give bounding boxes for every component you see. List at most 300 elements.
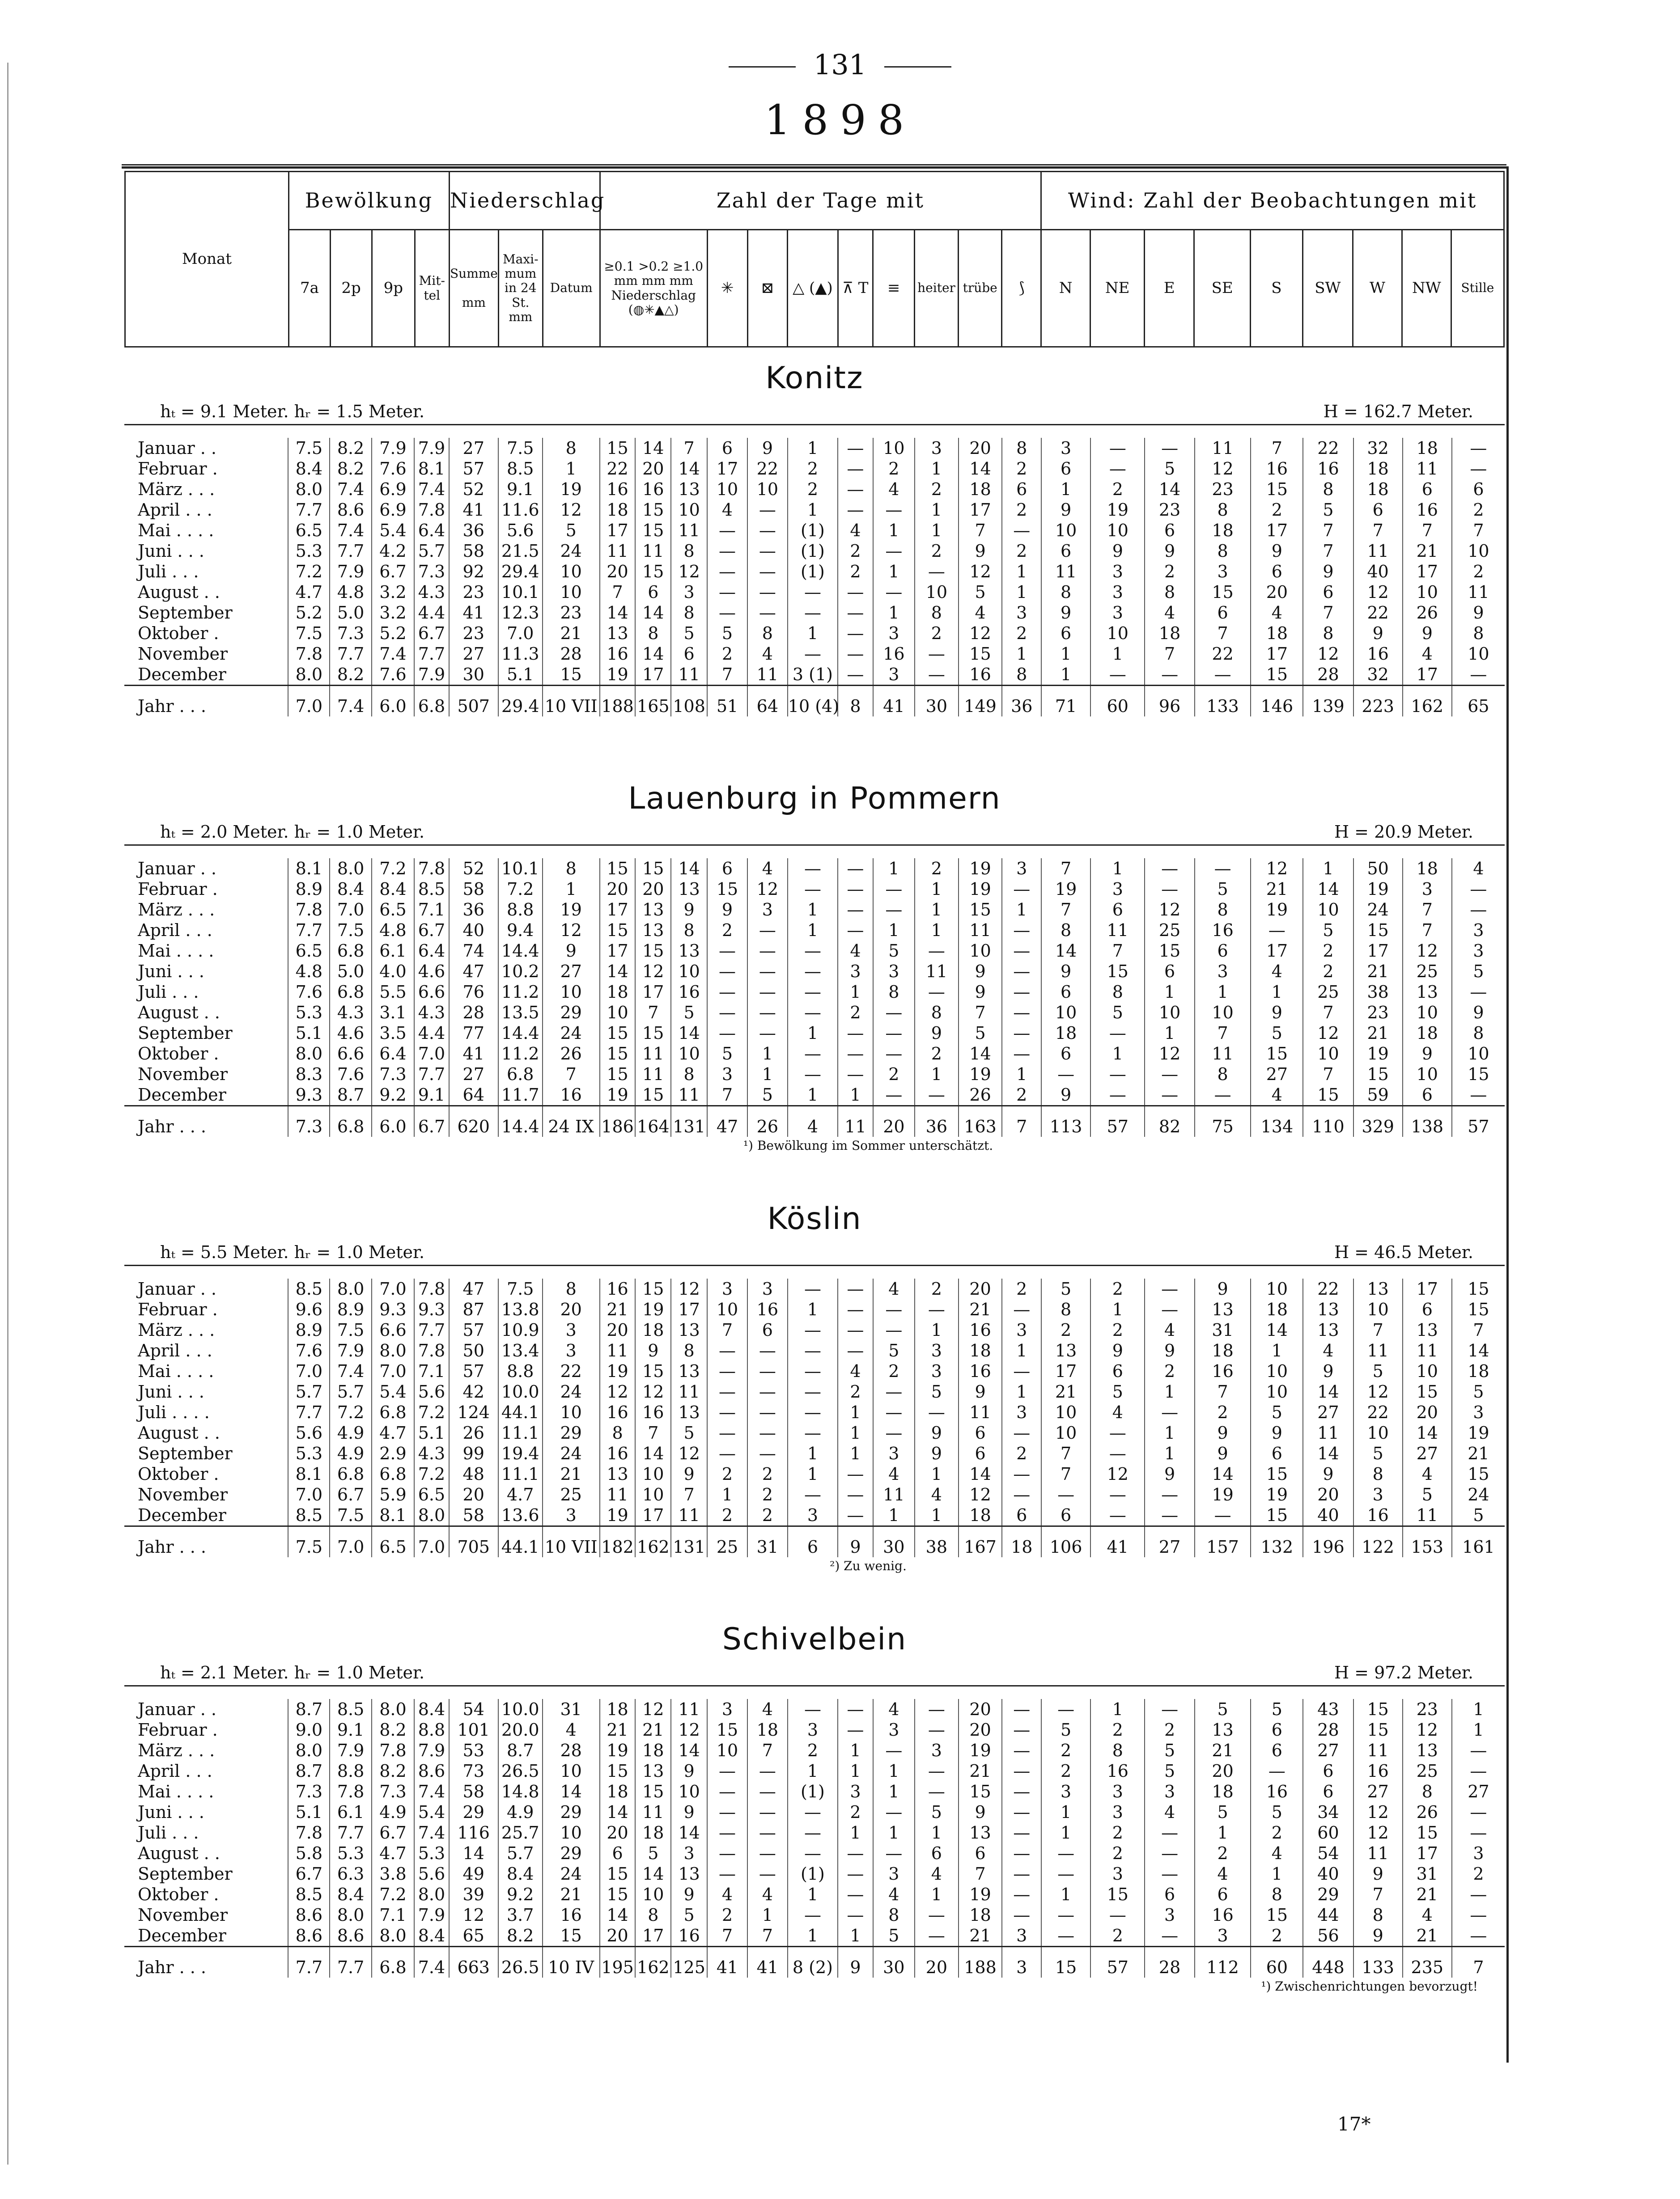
data-cell: 13: [1403, 1740, 1452, 1761]
data-cell: —: [873, 582, 915, 602]
data-cell: 17: [600, 520, 636, 541]
data-cell: 57: [1090, 1947, 1145, 1978]
data-cell: 15: [1403, 1822, 1452, 1843]
data-cell: 5.2: [372, 623, 414, 644]
data-cell: 1: [788, 899, 838, 920]
data-cell: 25.7: [498, 1822, 543, 1843]
data-cell: —: [707, 1761, 747, 1781]
data-cell: 106: [1041, 1526, 1090, 1558]
data-cell: 1: [1002, 582, 1041, 602]
data-cell: —: [838, 899, 873, 920]
data-cell: —: [1090, 664, 1145, 686]
data-cell: —: [1452, 1905, 1505, 1925]
data-cell: 10: [1452, 644, 1505, 664]
data-cell: 14: [449, 1843, 498, 1864]
data-cell: 7.1: [414, 899, 449, 920]
data-cell: 8: [1195, 1064, 1251, 1085]
data-cell: 4.9: [498, 1802, 543, 1822]
data-cell: 8: [1403, 1781, 1452, 1802]
data-cell: 16: [1195, 1905, 1251, 1925]
data-cell: —: [838, 500, 873, 520]
data-cell: 2: [915, 858, 959, 879]
data-cell: 28: [543, 644, 600, 664]
data-cell: 12: [1195, 458, 1251, 479]
thunder-icon: ⊼ T: [838, 230, 873, 347]
data-cell: 6: [959, 1843, 1002, 1864]
data-cell: 13.5: [498, 1002, 543, 1023]
data-cell: 29: [543, 1843, 600, 1864]
data-cell: 7.6: [330, 1064, 371, 1085]
data-cell: 8.8: [414, 1720, 449, 1740]
data-cell: 7.0: [498, 623, 543, 644]
data-cell: 2: [707, 1464, 747, 1484]
data-cell: 15: [600, 1884, 636, 1905]
data-cell: 18: [1353, 479, 1403, 500]
data-cell: 8: [671, 920, 707, 941]
station-data-table: [124, 438, 1505, 716]
data-cell: 4: [1145, 1802, 1194, 1822]
data-cell: 1: [1303, 858, 1353, 879]
data-cell: —: [1041, 1925, 1090, 1947]
data-cell: 28: [1303, 664, 1353, 686]
data-cell: 4.7: [372, 1423, 414, 1443]
footer-mark: 17*: [1337, 2113, 1371, 2135]
data-cell: 161: [1452, 1526, 1505, 1558]
data-cell: 9.3: [414, 1299, 449, 1320]
month-row: [124, 561, 1505, 582]
data-cell: —: [1145, 1699, 1194, 1720]
data-cell: 3: [1452, 941, 1505, 961]
data-cell: 10: [1353, 1423, 1403, 1443]
data-cell: —: [838, 1023, 873, 1043]
data-cell: 17: [707, 458, 747, 479]
data-cell: 8.4: [288, 458, 330, 479]
data-cell: 15: [635, 561, 671, 582]
data-cell: 8: [1041, 1299, 1090, 1320]
data-cell: 57: [449, 1320, 498, 1340]
month-row: [124, 1864, 1505, 1884]
data-cell: —: [788, 1484, 838, 1505]
month-label: April . . .: [138, 500, 212, 520]
data-cell: 6.8: [330, 1464, 371, 1484]
data-cell: —: [1251, 920, 1303, 941]
data-cell: 11.6: [498, 500, 543, 520]
data-cell: 2: [873, 1361, 915, 1381]
data-cell: 26: [1403, 602, 1452, 623]
data-cell: 8.0: [372, 1699, 414, 1720]
month-label: Januar . .: [138, 438, 216, 458]
data-cell: 11: [600, 1340, 636, 1361]
station-block: [124, 1199, 1505, 1575]
data-cell: 17: [1251, 520, 1303, 541]
data-cell: 12: [600, 1381, 636, 1402]
data-cell: 7: [1251, 438, 1303, 458]
data-cell: 5: [1251, 1802, 1303, 1822]
data-cell: 10: [1041, 520, 1090, 541]
data-cell: 2: [1145, 1720, 1194, 1740]
data-cell: 8: [543, 1279, 600, 1299]
data-cell: —: [1452, 1761, 1505, 1781]
data-cell: —: [1452, 458, 1505, 479]
data-cell: 6.3: [330, 1864, 371, 1884]
data-cell: 5.5: [372, 982, 414, 1002]
data-cell: 60: [1090, 686, 1145, 717]
data-cell: 4: [543, 1720, 600, 1740]
data-cell: 6: [1403, 479, 1452, 500]
data-cell: 1: [873, 920, 915, 941]
data-cell: 3: [1403, 879, 1452, 899]
data-cell: 16: [959, 664, 1002, 686]
data-cell: —: [1002, 1299, 1041, 1320]
data-cell: 15: [707, 1720, 747, 1740]
data-cell: 6.0: [372, 1106, 414, 1137]
data-cell: 21: [1403, 1884, 1452, 1905]
data-cell: —: [788, 1320, 838, 1340]
data-cell: —: [1041, 1064, 1090, 1085]
data-cell: —: [1452, 1085, 1505, 1106]
data-cell: —: [1002, 1361, 1041, 1381]
data-cell: 1: [1041, 1884, 1090, 1905]
data-cell: —: [788, 1361, 838, 1381]
data-cell: 7.5: [330, 1505, 371, 1526]
data-cell: 4: [873, 1699, 915, 1720]
data-cell: 6.8: [330, 982, 371, 1002]
data-cell: 6.7: [288, 1864, 330, 1884]
data-cell: 2: [1002, 458, 1041, 479]
data-cell: 6: [1041, 458, 1090, 479]
data-cell: 11: [671, 1699, 707, 1720]
data-cell: 10.0: [498, 1699, 543, 1720]
data-cell: 7.4: [414, 1947, 449, 1978]
data-cell: 2: [1452, 1864, 1505, 1884]
data-cell: 15: [1452, 1464, 1505, 1484]
data-cell: 8: [671, 541, 707, 561]
data-cell: 7.2: [372, 1884, 414, 1905]
data-cell: 7: [959, 520, 1002, 541]
header-wind-sw: SW: [1302, 230, 1353, 347]
data-cell: 15: [1353, 1720, 1403, 1740]
data-cell: 99: [449, 1443, 498, 1464]
data-cell: 10: [1403, 1361, 1452, 1381]
month-label: Januar . .: [138, 1699, 216, 1719]
data-cell: 6: [1303, 1761, 1353, 1781]
month-label: Juni . . .: [138, 962, 204, 981]
scan-edge-line: [7, 63, 8, 2165]
data-cell: 9: [1303, 1464, 1353, 1484]
data-cell: 1: [1041, 479, 1090, 500]
data-cell: 27: [1452, 1781, 1505, 1802]
data-cell: 8.5: [288, 1884, 330, 1905]
data-cell: 6.8: [372, 1947, 414, 1978]
data-cell: 15: [543, 664, 600, 686]
month-row: [124, 1761, 1505, 1781]
data-cell: 20: [959, 1720, 1002, 1740]
month-row: [124, 1505, 1505, 1526]
station-meta: [124, 1240, 1505, 1266]
data-cell: 4: [915, 1864, 959, 1884]
data-cell: 16: [873, 644, 915, 664]
data-cell: 19: [1041, 879, 1090, 899]
data-cell: 9: [1195, 1443, 1251, 1464]
data-cell: 146: [1251, 686, 1303, 717]
data-cell: 13: [1403, 1320, 1452, 1340]
data-cell: 20: [600, 1320, 636, 1340]
data-cell: 6: [788, 1526, 838, 1558]
data-cell: 28: [1303, 1720, 1353, 1740]
data-cell: 6.5: [288, 520, 330, 541]
data-cell: 12: [1145, 899, 1194, 920]
data-cell: —: [838, 1720, 873, 1740]
data-cell: 12: [671, 1720, 707, 1740]
data-cell: 2: [1145, 1361, 1194, 1381]
data-cell: —: [707, 541, 747, 561]
month-label: Februar .: [138, 1720, 218, 1740]
station-altitude: H = 46.5 Meter.: [1334, 1242, 1473, 1262]
data-cell: 10: [671, 1781, 707, 1802]
data-cell: 11: [959, 1402, 1002, 1423]
data-cell: —: [1145, 1402, 1194, 1423]
data-cell: 5.7: [330, 1381, 371, 1402]
data-cell: 8: [1303, 623, 1353, 644]
data-cell: 1: [873, 561, 915, 582]
data-cell: 11: [671, 1381, 707, 1402]
data-cell: 22: [600, 458, 636, 479]
data-cell: —: [747, 1002, 788, 1023]
data-cell: 7: [1195, 1023, 1251, 1043]
data-cell: 167: [959, 1526, 1002, 1558]
month-label: September: [138, 603, 233, 623]
data-cell: (1): [788, 561, 838, 582]
data-cell: 3: [1002, 1925, 1041, 1947]
month-row: [124, 1279, 1505, 1299]
station-footnote: ¹) Zwischenrichtungen bevorzugt!: [1261, 1979, 1478, 1994]
data-cell: 10: [1303, 1043, 1353, 1064]
data-cell: —: [707, 1361, 747, 1381]
data-cell: 9: [1452, 602, 1505, 623]
data-cell: 8.2: [330, 458, 371, 479]
data-cell: 52: [449, 858, 498, 879]
data-cell: 96: [1145, 686, 1194, 717]
data-cell: 7.3: [288, 1781, 330, 1802]
month-label: März . . .: [138, 1320, 215, 1340]
data-cell: 2: [1002, 500, 1041, 520]
data-cell: 65: [449, 1925, 498, 1947]
data-cell: 2: [873, 458, 915, 479]
data-cell: 8.2: [372, 1720, 414, 1740]
data-cell: 5: [1145, 458, 1194, 479]
data-cell: 3: [1452, 1402, 1505, 1423]
data-cell: —: [1002, 1781, 1041, 1802]
year-total-row: [124, 1526, 1505, 1558]
data-cell: 20: [1251, 582, 1303, 602]
data-cell: 21: [959, 1299, 1002, 1320]
data-cell: 11.2: [498, 982, 543, 1002]
data-cell: 19: [600, 1740, 636, 1761]
data-cell: 1: [873, 1822, 915, 1843]
month-label: Oktober .: [138, 1464, 219, 1484]
data-cell: 4: [747, 644, 788, 664]
data-cell: 139: [1303, 686, 1353, 717]
data-cell: 19: [543, 899, 600, 920]
data-cell: 15: [1195, 582, 1251, 602]
data-cell: 9: [1251, 1423, 1303, 1443]
data-cell: 3.2: [372, 602, 414, 623]
data-cell: —: [1452, 1884, 1505, 1905]
data-cell: 186: [600, 1106, 636, 1137]
data-cell: 6: [959, 1443, 1002, 1464]
data-cell: 36: [1002, 686, 1041, 717]
header-niederschlag-tage: [600, 230, 707, 347]
month-label: Jahr . . .: [124, 686, 288, 717]
data-cell: 4: [747, 858, 788, 879]
data-cell: 15: [1251, 1905, 1303, 1925]
data-cell: 3: [1090, 582, 1145, 602]
month-label: November: [138, 1485, 228, 1504]
data-cell: 21: [1251, 879, 1303, 899]
data-cell: 27: [1251, 1064, 1303, 1085]
data-cell: 64: [449, 1085, 498, 1106]
data-cell: 19: [600, 664, 636, 686]
data-cell: 16: [959, 1320, 1002, 1340]
data-cell: 8 (2): [788, 1947, 838, 1978]
data-cell: 20: [600, 879, 636, 899]
station-meta: [124, 399, 1505, 425]
data-cell: —: [747, 1843, 788, 1864]
data-cell: —: [838, 602, 873, 623]
data-cell: —: [1002, 1761, 1041, 1781]
data-cell: 15: [1090, 1884, 1145, 1905]
data-cell: 8.5: [498, 458, 543, 479]
data-cell: 49: [449, 1864, 498, 1884]
data-cell: 6.8: [330, 1106, 371, 1137]
month-row: [124, 1699, 1505, 1720]
data-cell: 15: [543, 1925, 600, 1947]
data-cell: 3: [788, 1720, 838, 1740]
data-cell: 16: [635, 1402, 671, 1423]
data-cell: 6: [671, 644, 707, 664]
data-cell: —: [788, 961, 838, 982]
month-label: Oktober .: [138, 1885, 219, 1904]
data-cell: 8: [1145, 582, 1194, 602]
data-cell: 7.7: [288, 920, 330, 941]
data-cell: 2: [915, 1279, 959, 1299]
data-cell: 57: [1090, 1106, 1145, 1137]
data-cell: 9: [1195, 1423, 1251, 1443]
data-cell: 3 (1): [788, 664, 838, 686]
data-cell: 6: [1090, 899, 1145, 920]
month-label: September: [138, 1023, 233, 1043]
data-cell: 8.0: [288, 479, 330, 500]
data-cell: 8.4: [498, 1864, 543, 1884]
data-cell: 6: [1041, 982, 1090, 1002]
data-cell: 7.1: [414, 1361, 449, 1381]
data-cell: 19: [1452, 1423, 1505, 1443]
data-cell: —: [788, 1802, 838, 1822]
data-cell: 8.7: [330, 1085, 371, 1106]
data-cell: 47: [707, 1106, 747, 1137]
data-cell: 9: [1251, 541, 1303, 561]
data-cell: 9: [1145, 1464, 1194, 1484]
data-cell: 1: [747, 1905, 788, 1925]
data-cell: 7: [1195, 1381, 1251, 1402]
data-cell: —: [873, 1843, 915, 1864]
data-cell: 3.5: [372, 1023, 414, 1043]
data-cell: (1): [788, 1864, 838, 1884]
data-cell: 18: [600, 982, 636, 1002]
data-cell: 7.7: [288, 500, 330, 520]
data-cell: 8.4: [414, 1925, 449, 1947]
data-cell: 19: [600, 1361, 636, 1381]
data-cell: 3: [915, 438, 959, 458]
data-cell: 10: [707, 1299, 747, 1320]
month-row: [124, 1299, 1505, 1320]
data-cell: —: [1195, 858, 1251, 879]
data-cell: 14: [1403, 1423, 1452, 1443]
data-cell: 21: [1403, 541, 1452, 561]
data-cell: 22: [1353, 1402, 1403, 1423]
data-cell: —: [707, 1340, 747, 1361]
data-cell: 23: [449, 582, 498, 602]
data-cell: 18: [1403, 858, 1452, 879]
data-cell: 18: [1251, 623, 1303, 644]
data-cell: 21: [600, 1720, 636, 1740]
data-cell: —: [1452, 1822, 1505, 1843]
data-cell: 16: [600, 479, 636, 500]
data-cell: 9: [915, 1423, 959, 1443]
data-cell: —: [838, 623, 873, 644]
data-cell: —: [1090, 1443, 1145, 1464]
header-monat: Monat: [125, 172, 289, 347]
data-cell: —: [1002, 1720, 1041, 1740]
data-cell: 6: [1403, 1299, 1452, 1320]
data-cell: 5.4: [414, 1802, 449, 1822]
data-cell: 8: [1002, 664, 1041, 686]
data-cell: 3: [747, 1279, 788, 1299]
data-cell: 188: [959, 1947, 1002, 1978]
data-cell: 8.4: [372, 879, 414, 899]
data-cell: 1: [838, 1085, 873, 1106]
data-cell: 77: [449, 1023, 498, 1043]
data-cell: —: [1002, 520, 1041, 541]
header-7a: 7a: [288, 230, 330, 347]
data-cell: 9: [959, 982, 1002, 1002]
data-cell: 47: [449, 1279, 498, 1299]
data-cell: 11.2: [498, 1043, 543, 1064]
data-cell: 112: [1195, 1947, 1251, 1978]
data-cell: 2: [838, 561, 873, 582]
data-cell: 8: [915, 602, 959, 623]
data-cell: 23: [1195, 479, 1251, 500]
data-cell: 11: [1403, 458, 1452, 479]
data-cell: 19: [1251, 899, 1303, 920]
data-cell: 4: [1403, 1905, 1452, 1925]
data-cell: 4: [1090, 1402, 1145, 1423]
data-cell: 15: [600, 858, 636, 879]
data-cell: 14: [1303, 1443, 1353, 1464]
data-cell: 6: [1145, 961, 1194, 982]
data-cell: 122: [1353, 1526, 1403, 1558]
month-row: [124, 879, 1505, 899]
data-cell: 7: [543, 1064, 600, 1085]
data-cell: 8: [1090, 982, 1145, 1002]
data-cell: —: [838, 582, 873, 602]
data-cell: 3: [1002, 1402, 1041, 1423]
data-cell: —: [788, 1843, 838, 1864]
data-cell: —: [1090, 1423, 1145, 1443]
data-cell: 6.6: [414, 982, 449, 1002]
header-wind-s: S: [1251, 230, 1303, 347]
data-cell: 10: [671, 1043, 707, 1064]
